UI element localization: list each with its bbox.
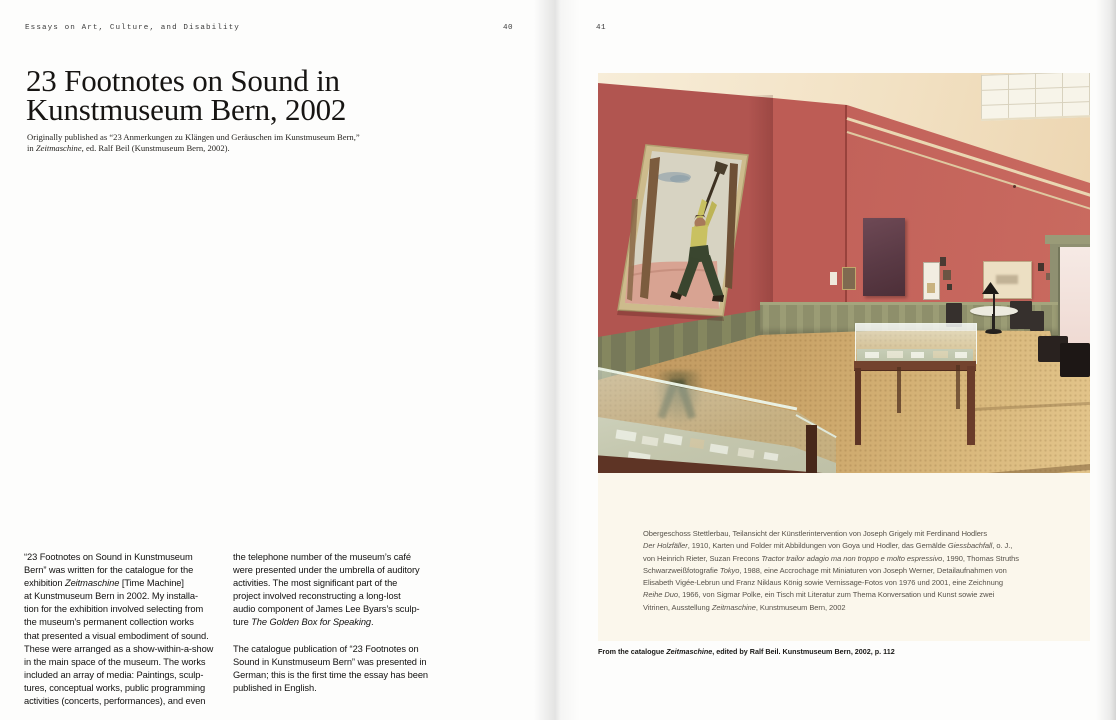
catalogue-reproduction: [598, 73, 1090, 641]
skylight: [981, 73, 1090, 121]
miniature-frame: [943, 270, 951, 280]
page-gutter-shadow: [534, 0, 580, 720]
miniature-frame: [940, 257, 946, 266]
body-column-2: the telephone number of the museum’s café were presented under the umbrella of auditory activities. The most significant part of the project involved reconstructing a long-lost audio component of James Lee Byars’s sculp- ture The Golden Box for Speaking. The catalogue publication of “23 Footnotes on Sound in Kunstmuseum Bern” was presented in German; this is the first time the essay has been published in English.: [233, 552, 429, 693]
vitrine-leg: [967, 366, 975, 445]
essay-title-line-2: Kunstmuseum Bern, 2002: [26, 92, 347, 127]
running-header: Essays on Art, Culture, and Disability: [25, 24, 240, 32]
body-column-1: “23 Footnotes on Sound in Kunstmuseum Bern” was written for the catalogue for the exhibition Zeitmaschine [Time Machine] at Kunstmuseum Bern in 2002. My installa- tion for the exhibition involved selecting from the museum’s permanent collection works that presented a visual embodiment of sound. These were arranged as a show-within-a-show in the main space of the museum. The works included an array of media: Paintings, sculp- tures, conceptual works, public programming activities (concerts, performances), and even: [24, 552, 214, 707]
page-number-left: 40: [503, 24, 514, 32]
dark-painting: [863, 218, 905, 296]
vitrine-leg: [956, 365, 960, 409]
publication-note: Originally published as “23 Anmerkungen zu Klängen und Geräuschen im Kunstmuseum Bern,” in Zeitmaschine, ed. Ralf Beil (Kunstmuseum Bern, 2002).: [27, 132, 360, 153]
vitrine-leg: [897, 367, 901, 413]
miniature-frame: [947, 284, 952, 290]
vitrine-leg: [806, 425, 817, 473]
woodcutter-painting: [612, 139, 782, 389]
vitrine-leg: [855, 368, 861, 445]
essay-title-line-1: 23 Footnotes on Sound in: [26, 63, 340, 98]
lamp-pole: [993, 293, 995, 331]
cafe-chair: [1030, 311, 1044, 331]
catalogue-caption-german: Obergeschoss Stettlerbau, Teilansicht der Künstlerintervention von Joseph Grigely mit Ferdinand Hodlers Der Holzfäller, 1910, Karten und Folder mit Abbildungen von Goya und Hodler, das Gemälde Giessbachfall, o. J., von Heinrich Rieter, Suzan Frecons Tractor trailor adagio ma non troppo e molto espressivo, 1990, Thomas Struths Schwarzweißfotografie Tokyo, 1988, eine Accrochage mit Miniaturen von Joseph Werner, Detailaufnahmen von Elisabeth Vigée-Lebrun und Franz Niklaus König sowie Vernissage-Fotos von 1976 und 2001, eine Zeichnung Reihe Duo, 1966, von Sigmar Polke, ein Tisch mit Literatur zum Thema Konversation und Kunst sowie zwei Vitrinen, Ausstellung Zeitmaschine, Kunstmuseum Bern, 2002: [643, 529, 1019, 612]
figure-caption: From the catalogue Zeitmaschine, edited by Ralf Beil. Kunstmuseum Bern, 2002, p. 112: [598, 647, 895, 656]
bench: [1060, 343, 1090, 377]
drawing-sketch: [996, 275, 1018, 284]
small-card-artwork: [830, 272, 837, 285]
vitrine-middle-glass: [855, 323, 977, 364]
wall-fixture-dot: [1013, 185, 1016, 188]
miniature-frame: [1038, 263, 1044, 271]
print-image: [927, 283, 935, 293]
gallery-photo: [598, 73, 1090, 473]
essay-title: [26, 63, 347, 127]
lamp-base: [986, 329, 1001, 332]
page-number-right: 41: [596, 24, 607, 32]
small-gold-framed-picture: [842, 267, 856, 290]
page-edge-shadow: [1096, 0, 1116, 720]
cafe-chair: [1010, 301, 1032, 329]
small-white-framed-print: [923, 262, 940, 300]
